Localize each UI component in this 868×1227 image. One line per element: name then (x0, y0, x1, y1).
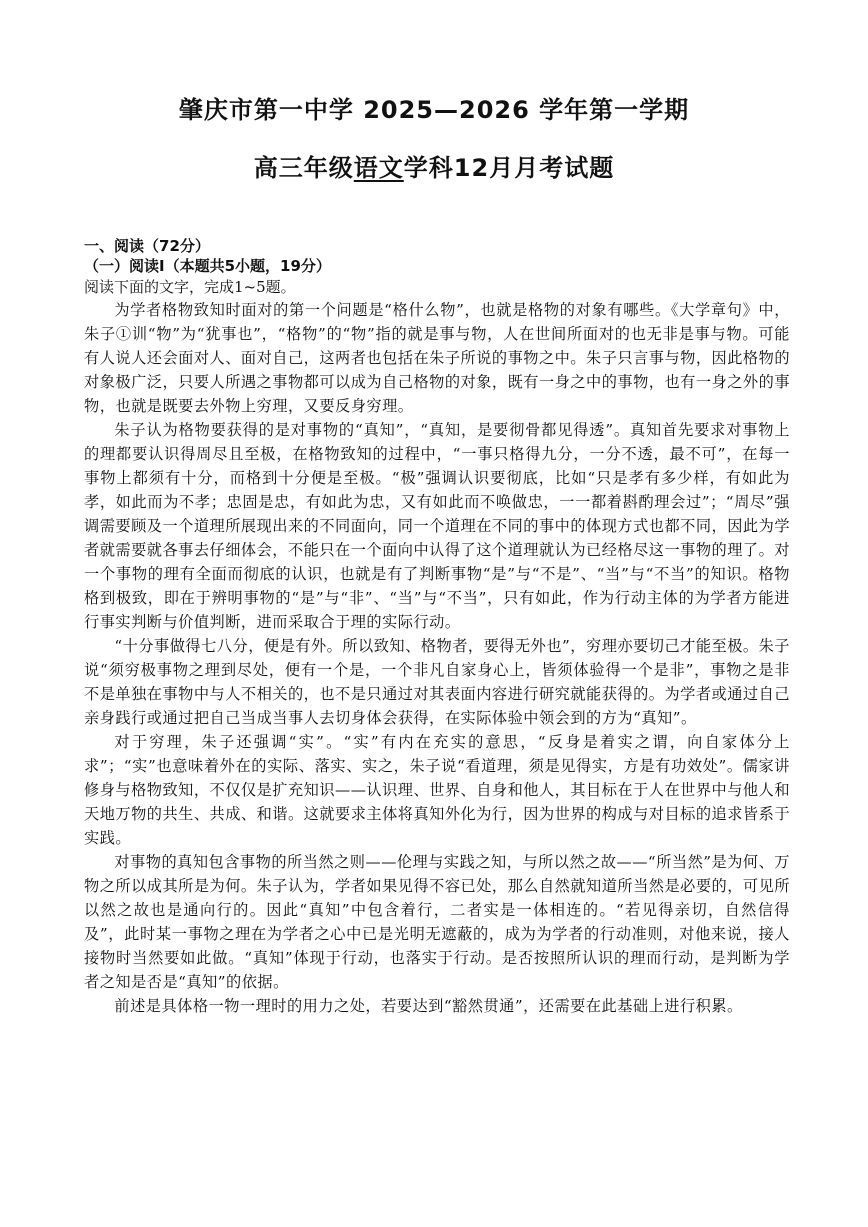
exam-title-line1: 肇庆市第一中学 2025—2026 学年第一学期 (178, 96, 690, 124)
reading-instruction: 阅读下面的文字，完成1~5题。 (84, 278, 296, 296)
exam-content (84, 232, 790, 1018)
section-subheading: （一）阅读Ⅰ（本题共5小题，19分） (84, 257, 331, 275)
passage-paragraph-5: 对事物的真知包含事物的所当然之则——伦理与实践之知，与所以然之故——“所当然”是为何、万物之所以成其所是为何。朱子认为，学者如果见得不容已处，那么自然就知道所当然是必要的，可见所以然之故也是通向行的。因此“真知”中包含着行，二者实是一体相连的。“若见得亲切，自然信得及”，此时某一事物之理在为学者之心中已是光明无遮蔽的，成为为学者的行动准则，对他来说，接人接物时当然要如此做。“真知”体现于行动，也落实于行动。是否按照所认识的理而行动，是判断为学者之知是否是“真知”的依据。 (84, 853, 790, 991)
passage-paragraph-3: “十分事做得七八分，便是有外。所以致知、格物者，要得无外也”，穷理亦要切己才能至极。朱子说“须穷极事物之理到尽处，便有一个是，一个非凡自家身心上，皆须体验得一个是非”，事物之是非不是单独在事物中与人不相关的，也不是只通过对其表面内容进行研究就能获得的。为学者或通过自己亲身践行或通过把自己当成当事人去切身体会获得，在实际体验中领会到的方为“真知”。 (84, 637, 790, 727)
passage-paragraph-6: 前述是具体格一物一理时的用力之处，若要达到“豁然贯通”，还需要在此基础上进行积累。 (114, 997, 743, 1015)
section-heading: 一、阅读（72分） (84, 237, 210, 255)
passage-paragraph-1: 为学者格物致知时面对的第一个问题是“格什么物”，也就是格物的对象有哪些。《大学章句》中，朱子①训“物”为“犹事也”，“格物”的“物”指的就是事与物，人在世间所面对的也无非是事与物。可能有人说人还会面对人、面对自己，这两者也包括在朱子所说的事物之中。朱子只言事与物，因此格物的对象极广泛，只要人所遇之事物都可以成为自己格物的对象，既有一身之中的事物，也有一身之外的事物，也就是既要去外物上穷理，又要反身穷理。 (84, 301, 790, 415)
title-subject: 语文 (353, 154, 404, 182)
passage-paragraph-4: 对于穷理，朱子还强调“实”。“实”有内在充实的意思，“反身是着实之谓，向自家体分上求”；“实”也意味着外在的实际、落实、实之，朱子说“看道理，须是见得实，方是有功效处”。儒家讲修身与格物致知，不仅仅是扩充知识——认识理、世界、自身和他人，其目标在于人在世界中与他人和天地万物的共生、共成、和谐。这就要求主体将真知外化为行，因为世界的构成与对目标的追求皆系于实践。 (84, 733, 790, 847)
title-grade: 高三年级 (253, 154, 354, 182)
exam-title-line2 (0, 148, 868, 183)
passage-paragraph-2: 朱子认为格物要获得的是对事物的“真知”，“真知，是要彻骨都见得透”。真知首先要求对事物上的理都要认识得周尽且至极，在格物致知的过程中，“一事只格得九分，一分不透，最不可”，在每一事物上都须有十分，而格到十分便是至极。“极”强调认识要彻底，比如“只是孝有多少样，有如此为孝，如此而为不孝；忠固是忠，有如此为忠，又有如此而不唤做忠，一一都着斟酌理会过”；“周尽”强调需要顾及一个道理所展现出来的不同面向，同一个道理在不同的事中的体现方式也都不同，因此为学者就需要就各事去仔细体会，不能只在一个面向中认得了这个道理就认为已经格尽这一事物的理了。对一个事物的理有全面而彻底的认识，也就是有了判断事物“是”与“不是”、“当”与“不当”的知识。格物格到极致，即在于辨明事物的“是”与“非”、“当”与“不当”，只有如此，作为行动主体的为学者方能进行事实判断与价值判断，进而采取合于理的实际行动。 (84, 421, 790, 631)
title-exam-name: 学科12月月考试题 (403, 154, 615, 182)
